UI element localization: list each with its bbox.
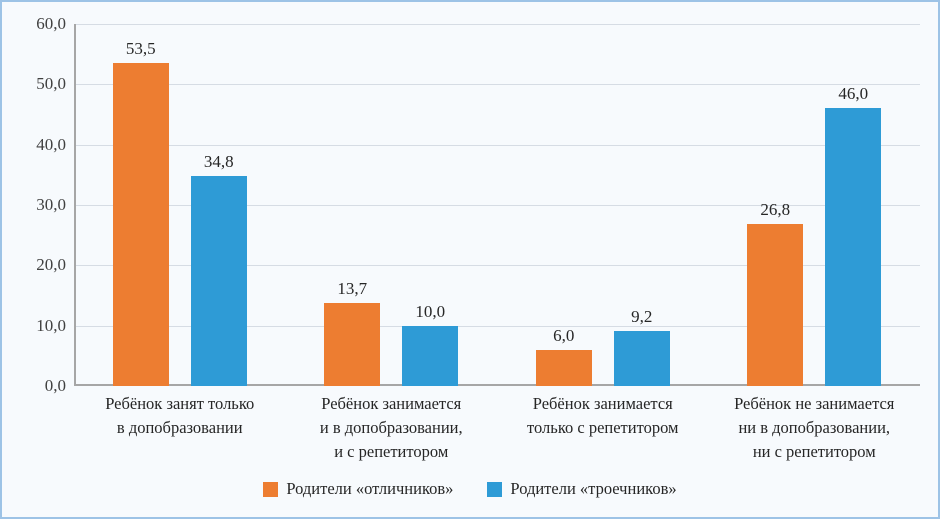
y-tick-label: 0,0 [44, 376, 66, 395]
bar-value-label: 6,0 [553, 325, 575, 345]
bar[interactable] [536, 350, 592, 386]
legend-swatch-icon [263, 482, 278, 497]
y-tick-label: 60,0 [36, 14, 66, 33]
bar-item[interactable] [825, 24, 881, 386]
bar-value-label: 26,8 [760, 200, 791, 220]
legend-label: Родители «троечников» [510, 479, 677, 498]
bar-group-bars [74, 24, 286, 386]
x-category-line: ни в допобразовании, [738, 417, 891, 437]
x-category-line: Ребёнок занят только [105, 394, 255, 413]
bar[interactable] [191, 176, 247, 386]
bar[interactable] [825, 108, 881, 386]
bar-group-bars [286, 24, 498, 386]
x-category-line: и с репетитором [334, 441, 449, 461]
bar[interactable] [324, 303, 380, 386]
bar[interactable] [113, 63, 169, 386]
legend-label: Родители «отличников» [286, 479, 454, 498]
y-tick-label: 50,0 [36, 74, 66, 94]
legend-item[interactable] [263, 479, 453, 499]
bar[interactable] [747, 224, 803, 386]
legend-swatch-icon [487, 482, 502, 497]
bar-item[interactable] [113, 24, 169, 386]
x-category-label [497, 392, 709, 464]
x-category-label [74, 392, 286, 464]
y-tick-label: 10,0 [36, 315, 66, 335]
y-tick-label: 30,0 [36, 195, 66, 214]
bar-value-label: 10,0 [415, 301, 446, 321]
y-axis-labels [2, 14, 66, 395]
x-category-line: Ребёнок не занимается [734, 394, 895, 413]
x-category-label [709, 392, 921, 464]
bar-group-bars [497, 24, 709, 386]
bar-value-label: 46,0 [838, 84, 869, 104]
bar-group [286, 24, 498, 386]
bar-value-label: 13,7 [337, 279, 368, 299]
bar-item[interactable] [747, 24, 803, 386]
bar-group [74, 24, 286, 386]
x-category-line: в допобразовании [116, 417, 243, 437]
bar[interactable] [614, 331, 670, 387]
bar[interactable] [402, 326, 458, 386]
x-category-line: ни с репетитором [752, 441, 876, 461]
bar-group-bars [709, 24, 921, 386]
y-tick-label: 20,0 [36, 255, 66, 275]
bar-value-label: 53,5 [125, 39, 156, 59]
bar-item[interactable] [191, 24, 247, 386]
bar-item[interactable] [614, 24, 670, 386]
bar-group [497, 24, 709, 386]
x-category-line: только с репетитором [527, 417, 679, 437]
chart-legend [2, 479, 938, 499]
bar-value-label: 9,2 [631, 306, 653, 326]
bar-item[interactable] [536, 24, 592, 386]
plot-area [74, 24, 920, 386]
bar-groups [74, 24, 920, 386]
legend-item[interactable] [487, 479, 676, 499]
y-tick-label: 40,0 [36, 134, 66, 154]
x-axis-labels [74, 392, 920, 464]
x-category-line: Ребёнок занимается [532, 394, 673, 413]
x-category-line: Ребёнок занимается [321, 394, 462, 413]
bar-value-label: 34,8 [203, 152, 234, 172]
bar-item[interactable] [324, 24, 380, 386]
bar-group [709, 24, 921, 386]
x-category-label [286, 392, 498, 464]
x-category-line: и в допобразовании, [319, 417, 463, 437]
bar-item[interactable] [402, 24, 458, 386]
